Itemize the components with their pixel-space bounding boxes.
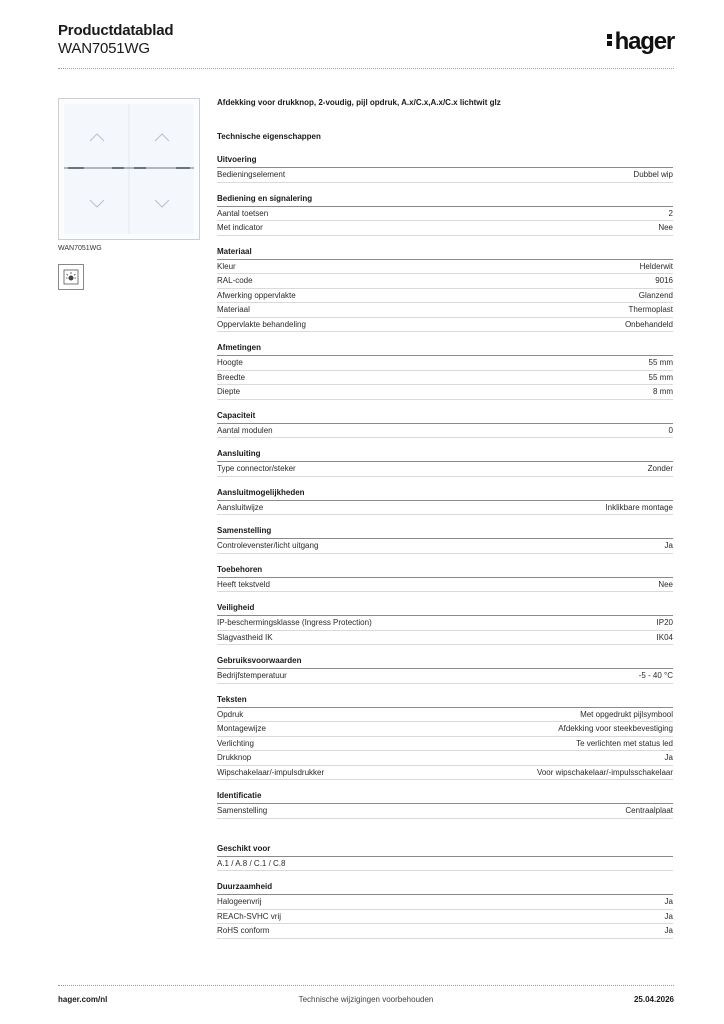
spec-row — [217, 669, 673, 684]
section-title: Geschikt voor — [217, 843, 673, 857]
spec-label: Afwerking oppervlakte — [217, 290, 296, 300]
spec-value: 55 mm — [648, 372, 673, 382]
spec-row — [217, 766, 673, 781]
spec-value: Helderwit — [639, 261, 673, 271]
spec-value: IK04 — [656, 632, 673, 642]
spec-label: REACh-SVHC vrij — [217, 911, 282, 921]
section-title: Identificatie — [217, 790, 673, 804]
spec-row — [217, 578, 673, 593]
spec-row — [217, 751, 673, 766]
spec-label: Aansluitwijze — [217, 502, 264, 512]
spec-label: RAL-code — [217, 276, 253, 285]
spec-label: Halogeenvrij — [217, 897, 262, 906]
spec-row — [217, 722, 673, 737]
spec-value: Afdekking voor steekbevestiging — [558, 724, 673, 733]
spec-section — [217, 525, 673, 554]
spec-row — [217, 924, 673, 939]
spec-section — [217, 694, 673, 781]
spec-row — [217, 303, 673, 318]
section-title: Teksten — [217, 694, 673, 708]
spec-row — [217, 385, 673, 400]
spec-label: Kleur — [217, 261, 236, 271]
spec-value: IP20 — [656, 618, 673, 627]
spec-row — [217, 168, 673, 183]
spec-label: Type connector/steker — [217, 464, 296, 473]
spec-label: Bedrijfstemperatuur — [217, 671, 287, 680]
spec-row — [217, 910, 673, 925]
spec-label: A.1 / A.8 / C.1 / C.8 — [217, 858, 286, 868]
spec-content — [217, 97, 673, 939]
spec-row — [217, 708, 673, 723]
light-indicator-icon — [58, 264, 84, 290]
spec-value: Thermoplast — [628, 305, 673, 314]
spec-value: Dubbel wip — [633, 170, 673, 179]
spec-section — [217, 487, 673, 516]
section-title: Duurzaamheid — [217, 881, 673, 895]
spec-section — [217, 154, 673, 183]
spec-row — [217, 804, 673, 819]
spec-value: 9016 — [655, 276, 673, 285]
spec-value: Glanzend — [638, 290, 673, 300]
spec-row — [217, 737, 673, 752]
spec-row — [217, 857, 673, 872]
spec-value: Centraalplaat — [625, 806, 673, 815]
spec-sections — [217, 154, 673, 939]
spec-value: 2 — [668, 208, 673, 218]
spec-row — [217, 895, 673, 910]
spec-value: Inklikbare montage — [605, 502, 673, 512]
spec-label: Met indicator — [217, 223, 263, 232]
spec-section — [217, 881, 673, 939]
product-description: Afdekking voor drukknop, 2-voudig, pijl opdruk, A.x/C.x,A.x/C.x lichtwit glz — [217, 98, 501, 107]
spec-row — [217, 207, 673, 222]
product-code: WAN7051WG — [58, 40, 150, 57]
section-title: Materiaal — [217, 246, 673, 260]
footer-divider — [58, 985, 674, 986]
footer-disclaimer: Technische wijzigingen voorbehouden — [298, 995, 434, 1004]
document-title: Productdatablad — [58, 22, 174, 39]
spec-label: Drukknop — [217, 753, 252, 762]
spec-value: Voor wipschakelaar/-impulsschakelaar — [536, 767, 673, 777]
spec-row — [217, 221, 673, 236]
section-title: Samenstelling — [217, 525, 673, 539]
page-header — [58, 22, 674, 62]
spec-row — [217, 260, 673, 275]
spec-label: Opdruk — [217, 709, 244, 719]
product-image — [58, 98, 200, 240]
spec-section — [217, 448, 673, 477]
rocker-plate-image — [64, 104, 194, 234]
spec-value: Te verlichten met status led — [576, 738, 673, 748]
header-divider — [58, 68, 674, 69]
section-title: Veiligheid — [217, 602, 673, 616]
spec-label: Slagvastheid IK — [217, 632, 273, 642]
spec-label: Heeft tekstveld — [217, 579, 270, 589]
spec-value: 8 mm — [653, 387, 673, 396]
spec-row — [217, 289, 673, 304]
spec-section — [217, 246, 673, 333]
spec-value: -5 - 40 °C — [638, 671, 673, 680]
spec-label: Materiaal — [217, 305, 250, 314]
tech-properties-heading: Technische eigenschappen — [217, 132, 321, 141]
spec-section — [217, 602, 673, 645]
spec-section — [217, 193, 673, 236]
spec-value: Onbehandeld — [624, 319, 673, 329]
spec-section — [217, 843, 673, 872]
spec-label: Aantal toetsen — [217, 208, 269, 218]
spec-label: RoHS conform — [217, 926, 270, 935]
spec-row — [217, 424, 673, 439]
footer-date: 25.04.2026 — [633, 995, 674, 1004]
spec-value: Zonder — [647, 464, 673, 473]
section-title: Uitvoering — [217, 154, 673, 168]
spec-label: Verlichting — [217, 738, 254, 748]
section-title: Afmetingen — [217, 342, 673, 356]
section-title: Toebehoren — [217, 564, 673, 578]
spec-label: Hoogte — [217, 358, 243, 367]
section-title: Aansluiting — [217, 448, 673, 462]
spec-row — [217, 616, 673, 631]
section-title: Gebruiksvoorwaarden — [217, 655, 673, 669]
logo-text: hager — [614, 28, 674, 55]
spec-value: Nee — [658, 579, 673, 589]
spec-value: Nee — [658, 223, 673, 232]
spec-label: Breedte — [217, 372, 246, 382]
spec-label: IP-beschermingsklasse (Ingress Protection) — [217, 618, 372, 627]
spec-row — [217, 501, 673, 516]
spec-value: Ja — [664, 911, 673, 921]
spec-row — [217, 274, 673, 289]
spec-section — [217, 564, 673, 593]
spec-row — [217, 371, 673, 386]
spec-label: Wipschakelaar/-impulsdrukker — [217, 767, 325, 777]
spec-row — [217, 356, 673, 371]
spec-row — [217, 539, 673, 554]
section-title: Capaciteit — [217, 410, 673, 424]
footer-website: hager.com/nl — [58, 995, 108, 1004]
spec-label: Controlevenster/licht uitgang — [217, 541, 319, 550]
spec-value: Ja — [664, 926, 673, 935]
section-title: Aansluitmogelijkheden — [217, 487, 673, 501]
section-title: Bediening en signalering — [217, 193, 673, 207]
spec-value: 0 — [668, 425, 673, 435]
spec-label: Oppervlakte behandeling — [217, 319, 306, 329]
spec-section — [217, 790, 673, 819]
spec-value: 55 mm — [648, 358, 673, 367]
image-caption: WAN7051WG — [58, 245, 102, 252]
spec-section — [217, 655, 673, 684]
spec-label: Bedieningselement — [217, 170, 286, 179]
spec-label: Samenstelling — [217, 806, 268, 815]
spec-value: Ja — [664, 753, 673, 762]
hager-logo — [607, 28, 674, 56]
spec-section — [217, 342, 673, 400]
logo-dots-icon — [607, 26, 615, 54]
spec-label: Montagewijze — [217, 724, 266, 733]
spec-label: Aantal modulen — [217, 425, 273, 435]
spec-row — [217, 462, 673, 477]
spec-row — [217, 631, 673, 646]
spec-value: Met opgedrukt pijlsymbool — [580, 709, 673, 719]
spec-row — [217, 318, 673, 333]
spec-value: Ja — [664, 541, 673, 550]
spec-value: Ja — [664, 897, 673, 906]
spec-section — [217, 410, 673, 439]
spec-label: Diepte — [217, 387, 241, 396]
